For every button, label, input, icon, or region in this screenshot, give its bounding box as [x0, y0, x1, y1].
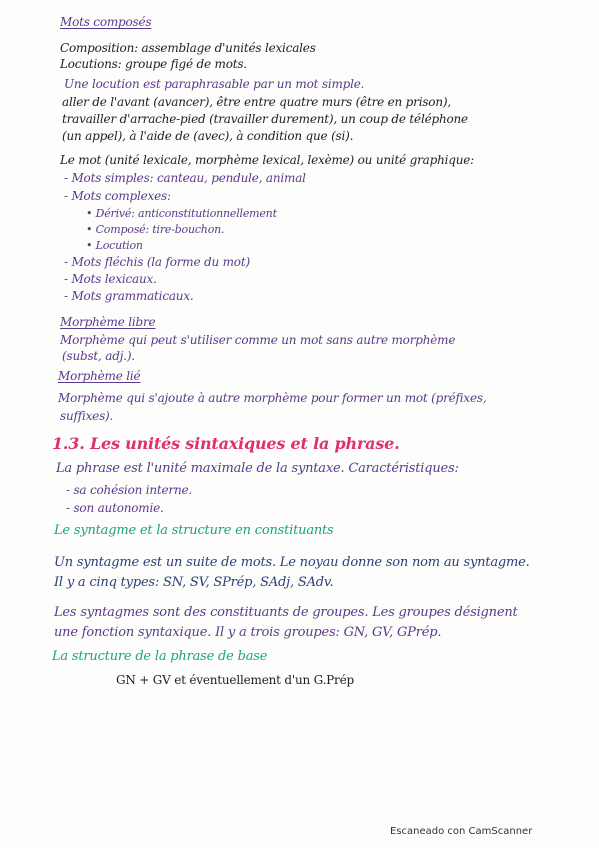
- item-mots-complexes: - Mots complexes:: [64, 189, 171, 203]
- item-cohesion: - sa cohésion interne.: [66, 483, 193, 497]
- subitem-locution: • Locution: [86, 239, 143, 252]
- line-morpheme-libre-def-2: (subst, adj.).: [62, 349, 135, 363]
- section-title-1-3: 1.3. Les unités sintaxiques et la phrase.: [52, 434, 400, 453]
- subitem-compose: • Composé: tire-bouchon.: [86, 223, 225, 236]
- line-syntagme-types: Il y a cinq types: SN, SV, SPrép, SAdj, SAdv.: [54, 575, 334, 590]
- item-mots-grammaticaux: - Mots grammaticaux.: [64, 289, 194, 303]
- item-mots-simples: - Mots simples: canteau, pendule, animal: [64, 171, 306, 185]
- heading-morpheme-lie: Morphème lié: [58, 369, 141, 383]
- line-syntagme-def: Un syntagme est un suite de mots. Le noyau donne son nom au syntagme.: [54, 555, 530, 570]
- line-locutions: Locutions: groupe figé de mots.: [60, 57, 247, 71]
- line-groupes-types: une fonction syntaxique. Il y a trois groupes: GN, GV, GPrép.: [54, 625, 442, 640]
- scanner-watermark: Escaneado con CamScanner: [390, 826, 533, 837]
- line-morpheme-lie-def-2: suffixes).: [60, 409, 114, 423]
- heading-mots-composes: Mots composés: [60, 15, 152, 29]
- line-phrase-def: La phrase est l'unité maximale de la syntaxe. Caractéristiques:: [56, 461, 459, 476]
- line-morpheme-lie-def: Morphème qui s'ajoute à autre morphème pour former un mot (préfixes,: [58, 391, 487, 405]
- heading-syntagme: Le syntagme et la structure en constituants: [54, 523, 334, 538]
- line-paraphrasable: Une locution est paraphrasable par un mot simple.: [64, 77, 365, 91]
- subitem-derive: • Dérivé: anticonstitutionnellement: [86, 207, 277, 220]
- heading-structure-phrase: La structure de la phrase de base: [52, 649, 268, 664]
- line-example-2: travailler d'arrache-pied (travailler durement), un coup de téléphone: [62, 112, 468, 126]
- line-composition: Composition: assemblage d'unités lexicales: [60, 41, 316, 55]
- line-example-3: (un appel), à l'aide de (avec), à condition que (si).: [62, 129, 354, 143]
- item-autonomie: - son autonomie.: [66, 501, 164, 515]
- line-example-1: aller de l'avant (avancer), être entre quatre murs (être en prison),: [62, 95, 451, 109]
- line-groupes-def: Les syntagmes sont des constituants de groupes. Les groupes désignent: [54, 605, 518, 620]
- line-morpheme-libre-def: Morphème qui peut s'utiliser comme un mot sans autre morphème: [60, 333, 456, 347]
- line-le-mot: Le mot (unité lexicale, morphème lexical, lexème) ou unité graphique:: [60, 153, 475, 167]
- item-mots-lexicaux: - Mots lexicaux.: [64, 272, 157, 286]
- line-structure-formula: GN + GV et éventuellement d'un G.Prép: [116, 673, 354, 687]
- item-mots-flechis: - Mots fléchis (la forme du mot): [64, 255, 250, 269]
- heading-morpheme-libre: Morphème libre: [60, 315, 156, 329]
